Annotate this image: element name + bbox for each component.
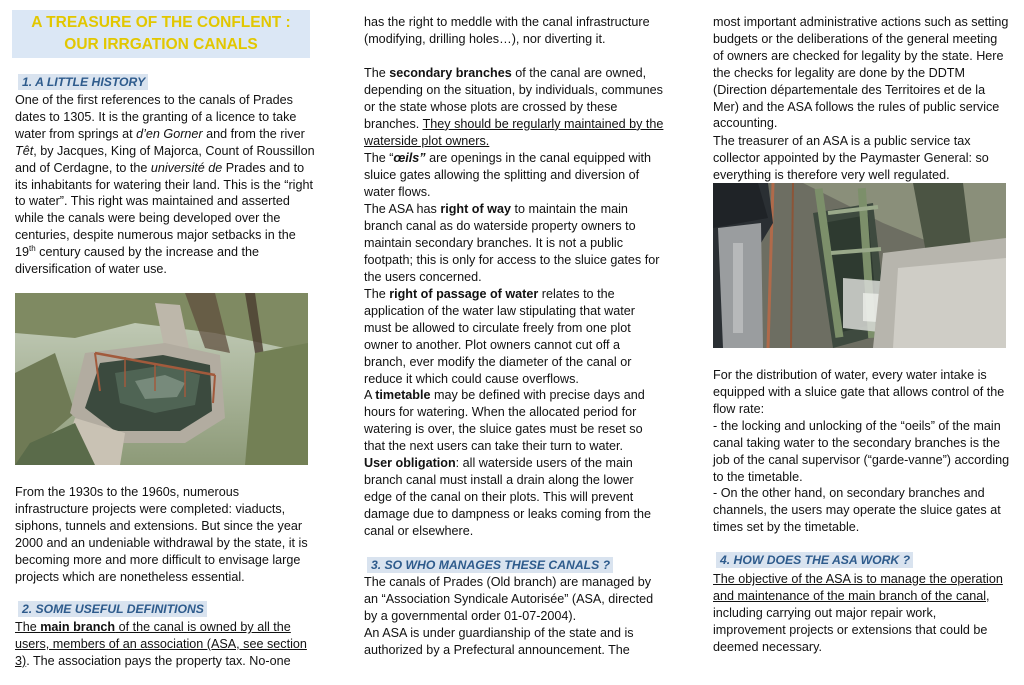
distribution-paragraph: For the distribution of water, every water intake is equipped with a sluice gate that allows control of the flow rate: xyxy=(713,368,1005,416)
definitions-continued: has the right to meddle with the canal infrastructure (modifying, drilling holes…), nor diverting it. xyxy=(364,15,650,46)
asa-objective-paragraph: The objective of the ASA is to manage the operation and maintenance of the main branch of the canal, including carrying out major repair work, improvement projects or extensions that could be deemed necessary. xyxy=(713,572,1003,654)
section-heading-asa-work: 4. HOW DOES THE ASA WORK ? xyxy=(716,552,913,568)
timetable-paragraph: A timetable may be defined with precise days and hours for watering. When the allocated period for watering is over, the sluice gates must be reset so that the next users can take their turn to water. xyxy=(364,388,645,453)
treasurer-paragraph: The treasurer of an ASA is a public service tax collector appointed by the Paymaster General: so everything is therefore very well regulated. xyxy=(713,134,989,182)
section-heading-history: 1. A LITTLE HISTORY xyxy=(18,74,148,90)
right-of-way-paragraph: The ASA has right of way to maintain the main branch canal as do waterside property owners to maintain secondary branches. It is not a public footpath; this is only for access to the sluice gates for the users concerned. xyxy=(364,202,660,284)
definitions-paragraph: The main branch of the canal is owned by all the users, members of an association (ASA, see section 3). The association pays the property tax. No-one xyxy=(15,620,307,668)
legality-paragraph: most important administrative actions such as setting budgets or the deliberations of the general meeting of owners are checked for legality by the state. Here the checks for legality are done by the DDTM (Direction départementale des Territoires et de la Mer) and the ASA follows the rules of public service accounting. xyxy=(713,15,1009,131)
user-obligation-paragraph: User obligation: all waterside users of the main branch canal must install a drain along the lower edge of the canal on their plots. This will prevent damage due to dampness or leaks coming from the canal or elsewhere. xyxy=(364,456,652,538)
secondary-sluice-paragraph: - On the other hand, on secondary branches and channels, the users may operate the sluice gates at times set by the timetable. xyxy=(713,486,1001,534)
section-heading-management: 3. SO WHO MANAGES THESE CANALS ? xyxy=(367,557,613,573)
secondary-branches-paragraph: The secondary branches of the canal are owned, depending on the situation, by individuals, communes or the state whose plots are crossed by these branches. They should be regularly maintained by the waterside plot owners. xyxy=(364,66,664,148)
history-paragraph: One of the first references to the canals of Prades dates to 1305. It is the granting of a licence to take water from springs at d’en Gorner and from the river Têt, by Jacques, King of Majorca, Count of Roussillon and of Cerdagne, to the université de Prades and to its inhabitants for watering their land. This is the “right to water”. This right was maintained and asserted while the canals were being developed over the centuries, despite numerous major setbacks in the 19th century caused by the increase and the diversification of water use. xyxy=(15,93,315,277)
section-heading-definitions: 2. SOME USEFUL DEFINITIONS xyxy=(18,601,207,617)
oeils-paragraph: The “œils” are openings in the canal equipped with sluice gates allowing the splitting and diversion of water flows. xyxy=(364,151,652,199)
sluice-gate-photo xyxy=(713,183,1006,348)
document-title: A TREASURE OF THE CONFLENT : OUR IRRGATION CANALS xyxy=(12,10,310,58)
canal-basin-photo xyxy=(15,293,308,465)
management-paragraph-2: An ASA is under guardianship of the state and is authorized by a Prefectural announcement. The xyxy=(364,626,634,657)
management-paragraph: The canals of Prades (Old branch) are managed by an “Association Syndicale Autorisée” (ASA, directed by a governmental order 01-07-2004). xyxy=(364,575,654,623)
history-paragraph-2: From the 1930s to the 1960s, numerous infrastructure projects were completed: viaducts, siphons, tunnels and extensions. But since the year 2000 and an undeniable withdrawal by the state, it is becoming more and more difficult to envisage large projects which are nonetheless essential. xyxy=(15,485,308,584)
oeils-locking-paragraph: - the locking and unlocking of the “oeils” of the main canal taking water to the secondary branches is the job of the canal supervisor (“garde-vanne”) according to the timetable. xyxy=(713,419,1010,484)
right-of-passage-paragraph: The right of passage of water relates to the application of the water law stipulating that water must be allowed to circulate freely from one plot owner to another. Plot owners cannot cut off a branch, ever modify the diameter of the canal or reduce it which could cause overflows. xyxy=(364,287,635,386)
